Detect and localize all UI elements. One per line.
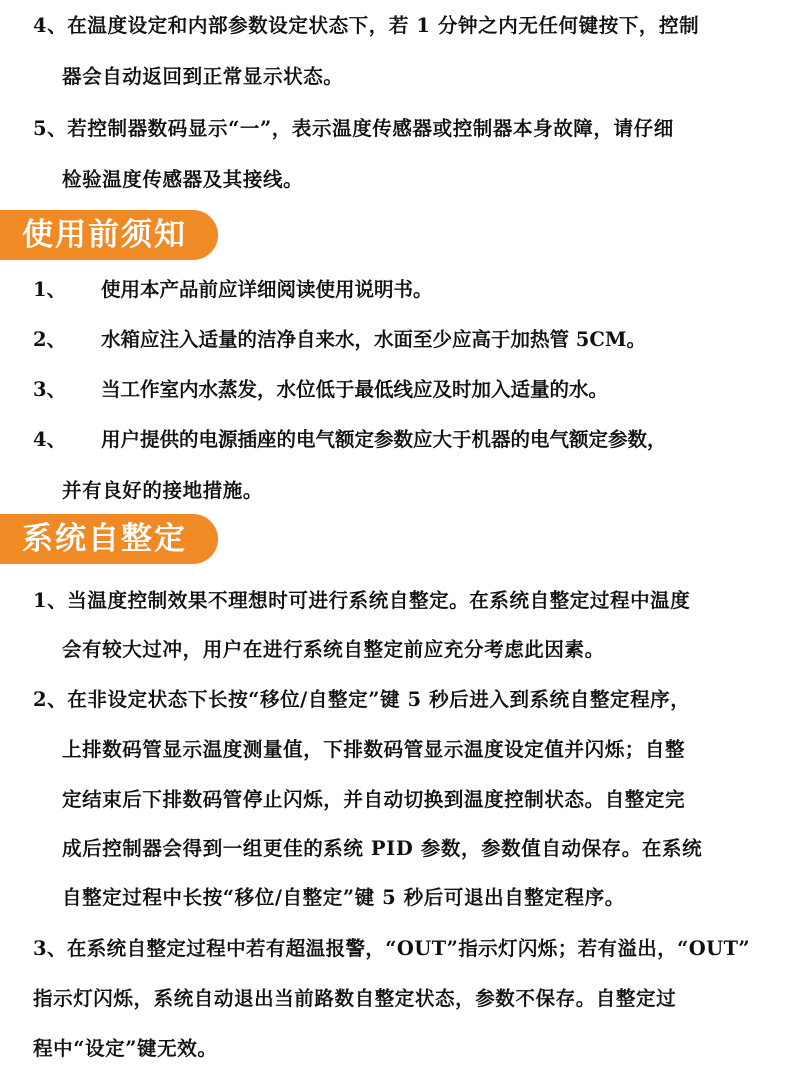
list-item-number: 3、	[33, 378, 67, 401]
autotune-p2-line-4: 成后控制器会得到一组更佳的系统 PID 参数，参数值自动保存。在系统	[62, 837, 703, 860]
section-title-autotune: 系统自整定	[22, 521, 187, 557]
list-item-number: 1、	[33, 278, 67, 301]
list-item-text: 使用本产品前应详细阅读使用说明书。	[101, 278, 433, 301]
autotune-p1-line-1: 1、当温度控制效果不理想时可进行系统自整定。在系统自整定过程中温度	[33, 589, 691, 612]
item-4-line-1: 4、在温度设定和内部参数设定状态下，若 1 分钟之内无任何键按下，控制	[33, 14, 700, 37]
list-item-text: 用户提供的电源插座的电气额定参数应大于机器的电气额定参数，	[101, 428, 667, 451]
list-item-continuation: 并有良好的接地措施。	[62, 479, 264, 502]
item-5-line-2: 检验温度传感器及其接线。	[62, 168, 304, 191]
autotune-p1-line-2: 会有较大过冲，用户在进行系统自整定前应充分考虑此因素。	[62, 638, 605, 661]
list-item-number: 2、	[33, 328, 67, 351]
list-item-text: 水箱应注入适量的洁净自来水，水面至少应高于加热管 5CM。	[101, 328, 646, 351]
autotune-p2-line-1: 2、在非设定状态下长按“移位/自整定”键 5 秒后进入到系统自整定程序，	[33, 688, 691, 711]
list-item	[33, 326, 646, 354]
section-banner-autotune	[0, 514, 218, 564]
autotune-p3-line-2: 指示灯闪烁，系统自动退出当前路数自整定状态，参数不保存。自整定过	[33, 987, 677, 1010]
item-5-line-1: 5、若控制器数码显示“一”，表示温度传感器或控制器本身故障，请仔细	[33, 117, 674, 140]
autotune-p3-line-3: 程中“设定”键无效。	[33, 1037, 218, 1060]
autotune-p2-line-3: 定结束后下排数码管停止闪烁，并自动切换到温度控制状态。自整定完	[62, 788, 686, 811]
item-4-line-2: 器会自动返回到正常显示状态。	[62, 65, 344, 88]
list-item-number: 4、	[33, 428, 67, 451]
section-title-before-use: 使用前须知	[22, 217, 187, 253]
autotune-p2-line-2: 上排数码管显示温度测量值，下排数码管显示温度设定值并闪烁；自整	[62, 738, 686, 761]
list-item-text: 当工作室内水蒸发，水位低于最低线应及时加入适量的水。	[101, 378, 609, 401]
list-item	[33, 426, 667, 454]
autotune-p3-line-1: 3、在系统自整定过程中若有超温报警，“OUT”指示灯闪烁；若有溢出，“OUT”	[33, 937, 751, 960]
list-item	[33, 276, 433, 304]
list-item	[33, 376, 608, 404]
section-banner-before-use	[0, 210, 218, 260]
autotune-p2-line-5: 自整定过程中长按“移位/自整定”键 5 秒后可退出自整定程序。	[62, 886, 625, 909]
